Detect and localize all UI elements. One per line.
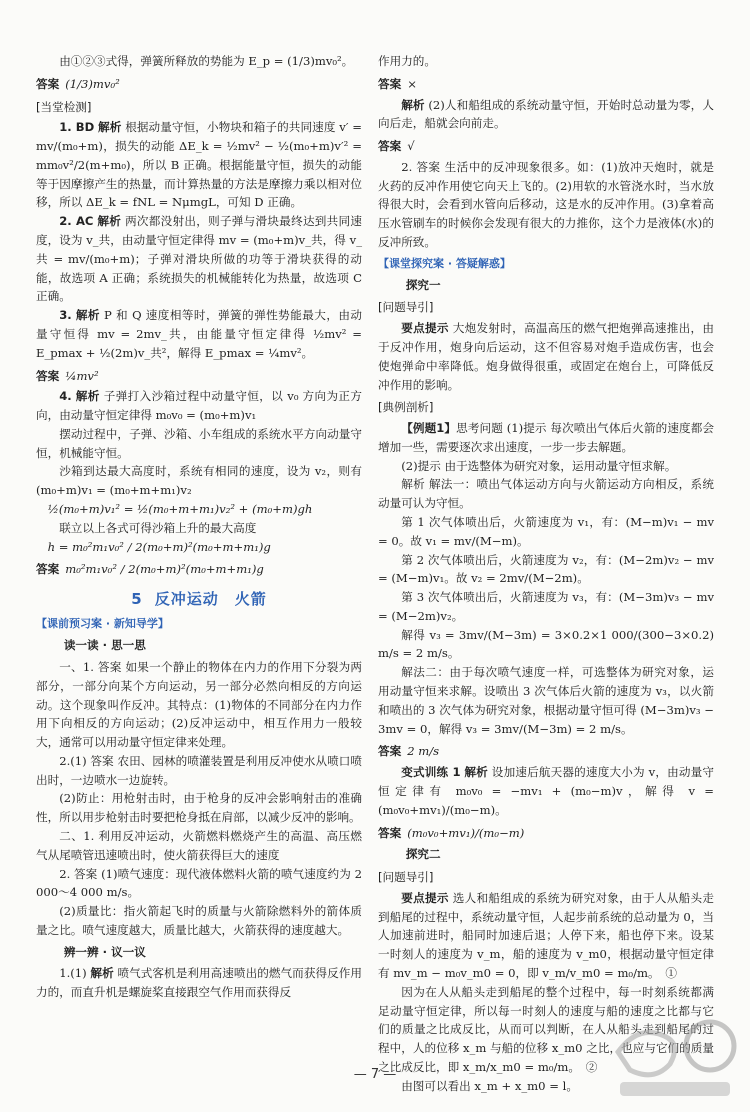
example-1-text-2: (2)提示 由于选整体为研究对象，运用动量守恒求解。 [401,458,677,473]
q2-label: 解析 [97,214,122,229]
d1-head: 1.(1) [59,966,87,981]
answer-value: (m₀v₀+mv₁)/(m₀−m) [407,825,525,840]
answer-value: 2 m/s [407,744,440,759]
ex1-label: 【例题1】 [401,421,457,436]
tip-two-text-2: 因为在人从船头走到船尾的整个过程中，每一时刻系统都满足动量守恒定律，所以每一时刻人的速度与船的速度之比都与它们的质量之比成反比，从而可以判断，在人从船头走到船尾的过程中，人的位移 x_m 与船的位移 x_m0 之比，也应与它们的质量之比成反比，即 x_m/x_m0 = m₀/m。 ② [378,984,714,1074]
d1-label: 解析 [90,966,114,981]
left-column [36,52,362,1052]
example-heading: [典例剖析] [378,400,434,415]
variant-jiexi: 解析 [464,765,488,780]
chapter-number: 5 [131,590,143,609]
answer-value: (1/3)mv₀² [65,76,120,91]
explore-two-heading: 探究二 [405,847,441,862]
example-1-method-1: 解析 解法一：喷出气体运动方向与火箭运动方向相反，系统动量可认为守恒。 [378,477,714,511]
right-column [378,52,715,1093]
discuss-heading: 辨一辨 · 议一议 [63,944,146,959]
example-1-step-2: 第 2 次气体喷出后，火箭速度为 v₂，有：(M−2m)v₂ − mv = (M−m)v₁。故 v₂ = 2mv/(M−2m)。 [378,552,714,586]
page-number: — 7 — [353,1067,397,1082]
answer-label: 答案 [36,562,60,577]
q4-text: 子弹打入沙箱过程中动量守恒，以 v₀ 方向为正方向，由动量守恒定律得 m₀v₀ = (m₀+m)v₁ [36,389,362,423]
read-item-3: (2)防止：用枪射击时，由于枪身的反冲会影响射击的准确性，所以用步枪射击时要把枪身抵在肩部，以减少反冲的影响。 [36,791,362,825]
discuss-item-2 [378,96,714,134]
q3-paragraph [36,306,362,362]
answer-value: ¼mv² [65,368,99,383]
q2-head: 2. AC [59,214,94,229]
guide-one-heading: [问题导引] [378,300,434,315]
tip2-text: 选人和船组成的系统为研究对象，由于人从船头走到船尾的过程中，系统动量守恒，人起步前系统的总动量为 0，当人加速前进时，船同时加速后退；人停下来，船也停下来。设某一时刻人的速度为 v_m，船的速度为 v_m0，根据动量守恒定律有 mv_m − m₀v_m0 = 0，即 v_m/v_m0 = m₀/m。 ① [378,890,714,980]
discuss-item-3: 2. 答案 生活中的反冲现象很多。如：(1)放冲天炮时，就是火药的反冲作用使它向天上飞的。(2)用软的水管浇水时，当水放得很大时，会看到水管向后移动，这是水的反冲作用。(3)拿着高压水管刷车的时候你会发现有很大的力推你，这个力是液体(水)的反冲所致。 [378,159,714,250]
q4-answer [36,560,362,579]
guide-two-heading: [问题导引] [378,870,434,885]
read-think-heading: 读一读 · 思一思 [63,638,146,653]
q1-paragraph [36,118,362,212]
variant-label: 变式训练 1 [401,765,461,780]
answer-label: 答案 [36,76,60,91]
chapter-name: 反冲运动 火箭 [154,590,267,609]
q4-text-2: 摆动过程中，子弹、沙箱、小车组成的系统水平方向动量守恒，机械能守恒。 [36,426,362,460]
answer-label: 答案 [378,825,402,840]
answer-label: 答案 [378,139,402,154]
q1-text: 根据动量守恒，小物块和箱子的共同速度 v′ = mv/(m₀+m)，损失的动能 ΔE_k = ½mv² − ½(m₀+m)v′² = mm₀v²/2(m+m₀)，所以 B 正确。根据能量守恒，损失的动能等于因摩擦产生的热量，而计算热量的方法是摩擦力乘以相对位移，所以 ΔE_k = fNL = NμmgL，可知 D 正确。 [36,120,362,210]
variant-text: 设加速后航天器的速度大小为 v，由动量守恒定律有 m₀v₀ = −mv₁ + (m₀−m)v，解得 v = (m₀v₀+mv₁)/(m₀−m)。 [378,765,714,817]
class-header: 【课堂探究案 · 答疑解惑】 [378,256,511,270]
read-item-1: 一、1. 答案 如果一个静止的物体在内力的作用下分裂为两部分，一部分向某个方向运动，另一部分必然向相反的方向运动。这个现象叫作反冲。其特点：(1)物体的不同部分在内力作用下向相反的方向运动；(2)反冲运动中，相互作用力一般较大，通常可以用动量守恒定律来处理。 [36,659,362,750]
example-1-result: 解得 v₃ = 3mv/(M−3m) = 3×0.2×1 000/(300−3×0.2) m/s = 2 m/s。 [378,627,714,661]
example-1-method-2: 解法二：由于每次喷气速度一样，可选整体为研究对象，运用动量守恒来求解。设喷出 3 次气体后火箭的速度为 v₃，以火箭和喷出的 3 次气体为研究对象，根据动量守恒可得 (M−3m)v₃ − 3mv = 0，解得 v₃ = 3mv/(M−3m) = 2 m/s。 [378,665,714,736]
q4-label: 解析 [75,389,100,404]
answer-value: × [407,76,417,91]
read-item-5: 2. 答案 (1)喷气速度：现代液体燃料火箭的喷气速度约为 2 000～4 000 m/s。 [36,866,362,900]
q3-head: 3. [59,308,72,323]
q3-answer [36,367,362,386]
q2-paragraph [36,212,362,306]
intro-answer [36,75,362,94]
d1-answer [378,75,714,94]
q4-head: 4. [59,389,72,404]
q4-result: h = m₀²m₁v₀² / 2(m₀+m)²(m₀+m+m₁)g [47,539,271,554]
example-1-answer [378,742,714,761]
read-item-4: 二、1. 利用反冲运动，火箭燃料燃烧产生的高温、高压燃气从尾喷管迅速喷出时，使火箭获得巨大的速度 [36,829,362,862]
tip1-label: 要点提示 [401,321,449,336]
explore-one-heading: 探究一 [405,277,441,292]
discuss-item-1 [36,964,362,1002]
d1-text: 喷气式客机是利用高速喷出的燃气而获得反作用力的，而直升机是螺旋桨直接跟空气作用而获得反 [36,966,362,1000]
answer-label: 答案 [378,744,402,759]
chapter-title [36,587,362,611]
example-1-step-3: 第 3 次气体喷出后，火箭速度为 v₃，有：(M−3m)v₃ − mv = (M−2m)v₂。 [378,590,714,623]
q3-text: P 和 Q 速度相等时，弹簧的弹性势能最大，由动量守恒得 mv = 2mv_共，由能量守恒定律得 ½mv² = E_pmax + ½(2m)v_共²，解得 E_pmax = ¼mv²。 [36,308,362,360]
section-check-header: [当堂检测] [36,99,92,114]
example-1 [378,419,714,457]
variant-1 [378,763,714,819]
answer-value: m₀²m₁v₀² / 2(m₀+m)²(m₀+m+m₁)g [65,562,264,577]
q4-equation: ½(m₀+m)v₁² = ½(m₀+m+m₁)v₂² + (m₀+m)gh [47,501,313,516]
answer-value: √ [407,139,415,154]
d2-label: 解析 [401,97,425,112]
tip-one [378,319,714,394]
answer-label: 答案 [36,368,60,383]
ex1-text: 思考问题 (1)提示 每次喷出气体后火箭的速度都会增加一些，需要逐次求出速度，一步一步去解题。 [378,421,715,454]
answer-label: 答案 [378,76,402,91]
q4-text-4: 联立以上各式可得沙箱上升的最大高度 [59,520,257,535]
q3-label: 解析 [75,308,100,323]
d2-text: (2)人和船组成的系统动量守恒，开始时总动量为零，人向后走，船就会向前走。 [378,97,714,131]
read-item-6: (2)质量比：指火箭起飞时的质量与火箭除燃料外的箭体质量之比。喷气速度越大，质量比越大，火箭获得的速度越大。 [36,904,362,937]
q2-text: 两次都没射出，则子弹与滑块最终达到共同速度，设为 v_共，由动量守恒定律得 mv = (m₀+m)v_共，得 v_共 = mv/(m₀+m)；子弹对滑块所做的功等于滑块获得的动能，故选项 A 正确；系统损失的机械能转化为热量，故选项 C 正确。 [36,214,362,304]
example-1-step-1: 第 1 次气体喷出后，火箭速度为 v₁，有：(M−m)v₁ − mv = 0。故 v₁ = mv/(M−m)。 [378,515,714,548]
q1-head: 1. BD [59,120,95,135]
d2-answer [378,137,714,156]
read-item-2: 2.(1) 答案 农田、园林的喷灌装置是利用反冲使水从喷口喷出时，一边喷水一边旋转。 [36,753,362,787]
tip-two [378,889,714,983]
q4-text-3: 沙箱到达最大高度时，系统有相同的速度，设为 v₂，则有 (m₀+m)v₁ = (m₀+m+m₁)v₂ [36,464,362,498]
variant-answer [378,824,714,843]
preview-header: 【课前预习案 · 新知导学】 [36,617,169,631]
tip2-label: 要点提示 [401,890,449,905]
tip-two-text-3: 由图可以看出 x_m + x_m0 = l。 [401,1078,578,1093]
continued-text: 作用力的。 [378,54,436,68]
q4-paragraph [36,387,362,425]
q1-label: 解析 [98,120,122,135]
watermark-logo-icon [610,1012,738,1104]
tip1-text: 大炮发射时，高温高压的燃气把炮弹高速推出，由于反冲作用，炮身向后运动，这不但容易对炮手造成伤害，也会使炮弹命中率降低。炮身做得很重，或固定在炮台上，可降低反冲作用的影响。 [378,321,714,392]
intro-text: 由①②③式得，弹簧所释放的势能为 E_p = (1/3)mv₀²。 [59,54,354,68]
